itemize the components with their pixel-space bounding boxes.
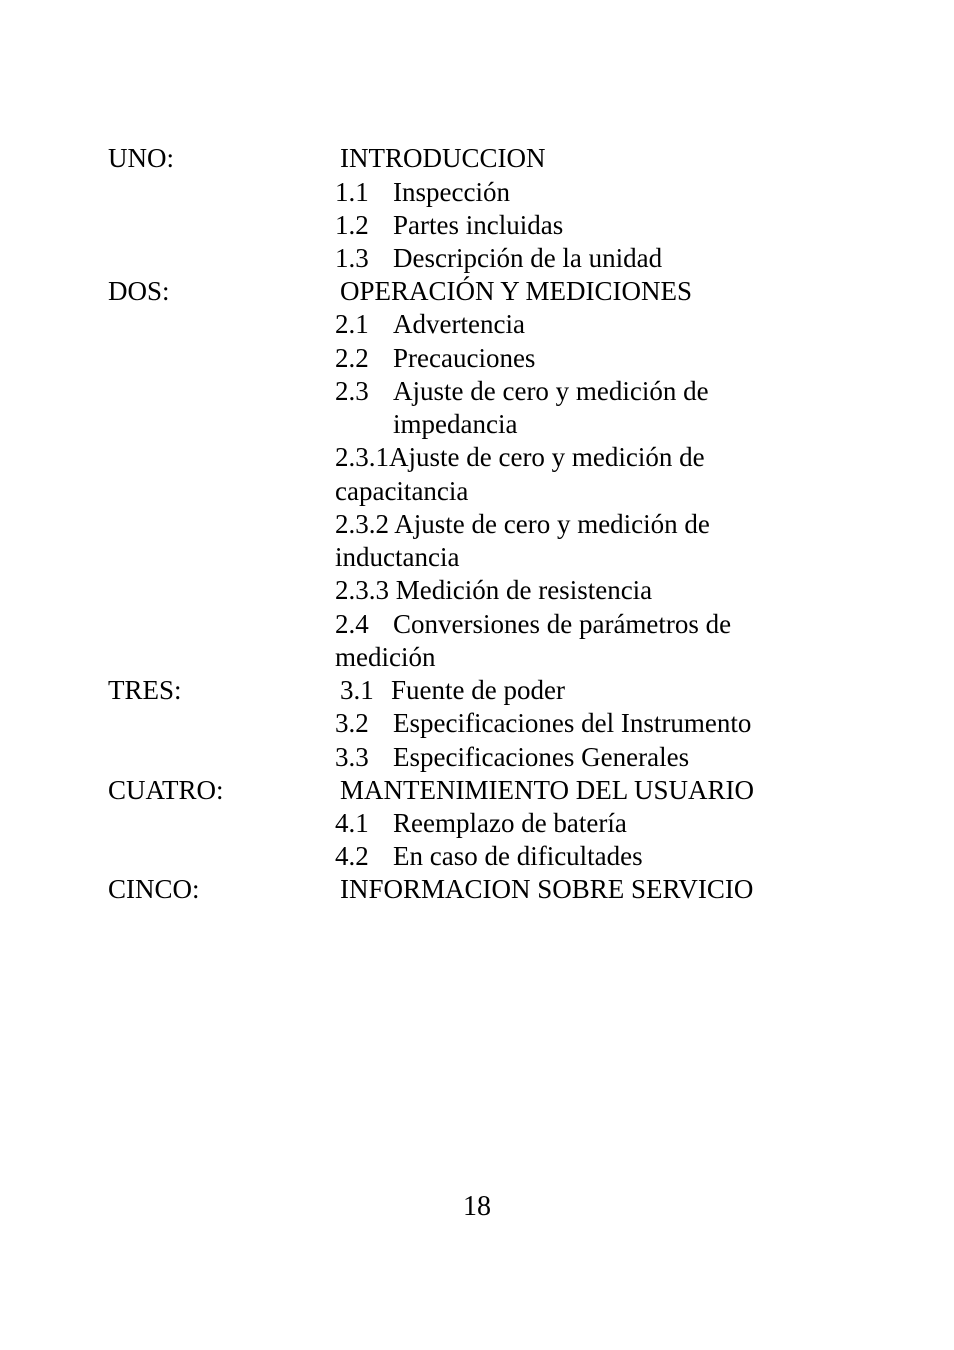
entry-text: Advertencia [393,309,525,339]
chapter-label-cuatro: CUATRO: [108,775,224,805]
toc-entry-2-3-3: 2.3.3 Medición de resistencia [335,575,653,605]
toc-entry-1-2 [335,209,563,242]
entry-text: Partes incluidas [393,210,564,240]
toc-entry-2-1 [335,308,525,341]
chapter-label-dos: DOS: [108,276,170,306]
entry-number: 1.1 [335,177,369,207]
chapter-label-uno: UNO: [108,143,174,173]
entry-text: Conversiones de parámetros de [393,609,732,639]
chapter-title-tres [340,674,565,707]
toc-entry-4-1 [335,807,627,840]
entry-text: Reemplazo de batería [393,808,627,838]
entry-number: 1.2 [335,210,369,240]
entry-number: 3.2 [335,708,369,738]
entry-text: Descripción de la unidad [393,243,663,273]
chapter-title-cinco: INFORMACION SOBRE SERVICIO [340,874,754,904]
toc-entry-2-3-continuation: impedancia [393,409,518,439]
toc-entry-2-4-continuation: medición [335,642,436,672]
entry-number: 4.1 [335,808,369,838]
entry-text: Inspección [393,177,510,207]
chapter-title-uno: INTRODUCCION [340,143,546,173]
entry-number: 2.4 [335,609,369,639]
toc-entry-4-2 [335,840,643,873]
toc-entry-3-2 [335,707,751,740]
entry-text: Ajuste de cero y medición de [393,376,709,406]
toc-entry-2-3 [335,375,709,408]
entry-text: Especificaciones del Instrumento [393,708,752,738]
toc-entry-2-3-2-continuation: inductancia [335,542,460,572]
entry-number: 3.3 [335,742,369,772]
page-number: 18 [463,1191,491,1222]
toc-entry-2-3-1-continuation: capacitancia [335,476,469,506]
toc-entry-3-3 [335,741,689,774]
toc-entry-2-3-2: 2.3.2 Ajuste de cero y medición de [335,509,710,539]
toc-entry-2-2 [335,342,535,375]
toc-entry-2-4 [335,608,731,641]
entry-number: 3.1 [340,675,374,705]
entry-number: 2.1 [335,309,369,339]
entry-number: 4.2 [335,841,369,871]
chapter-label-cinco: CINCO: [108,874,200,904]
entry-text: Fuente de poder [391,675,565,705]
entry-text: Especificaciones Generales [393,742,690,772]
chapter-label-tres: TRES: [108,675,182,705]
entry-text: En caso de dificultades [393,841,643,871]
entry-number: 2.2 [335,343,369,373]
entry-text: Precauciones [393,343,536,373]
entry-number: 1.3 [335,243,369,273]
chapter-title-cuatro: MANTENIMIENTO DEL USUARIO [340,775,754,805]
toc-entry-1-3 [335,242,662,275]
entry-number: 2.3 [335,376,369,406]
toc-entry-1-1 [335,176,510,209]
chapter-title-dos: OPERACIÓN Y MEDICIONES [340,276,693,306]
toc-entry-2-3-1: 2.3.1Ajuste de cero y medición de [335,442,705,472]
